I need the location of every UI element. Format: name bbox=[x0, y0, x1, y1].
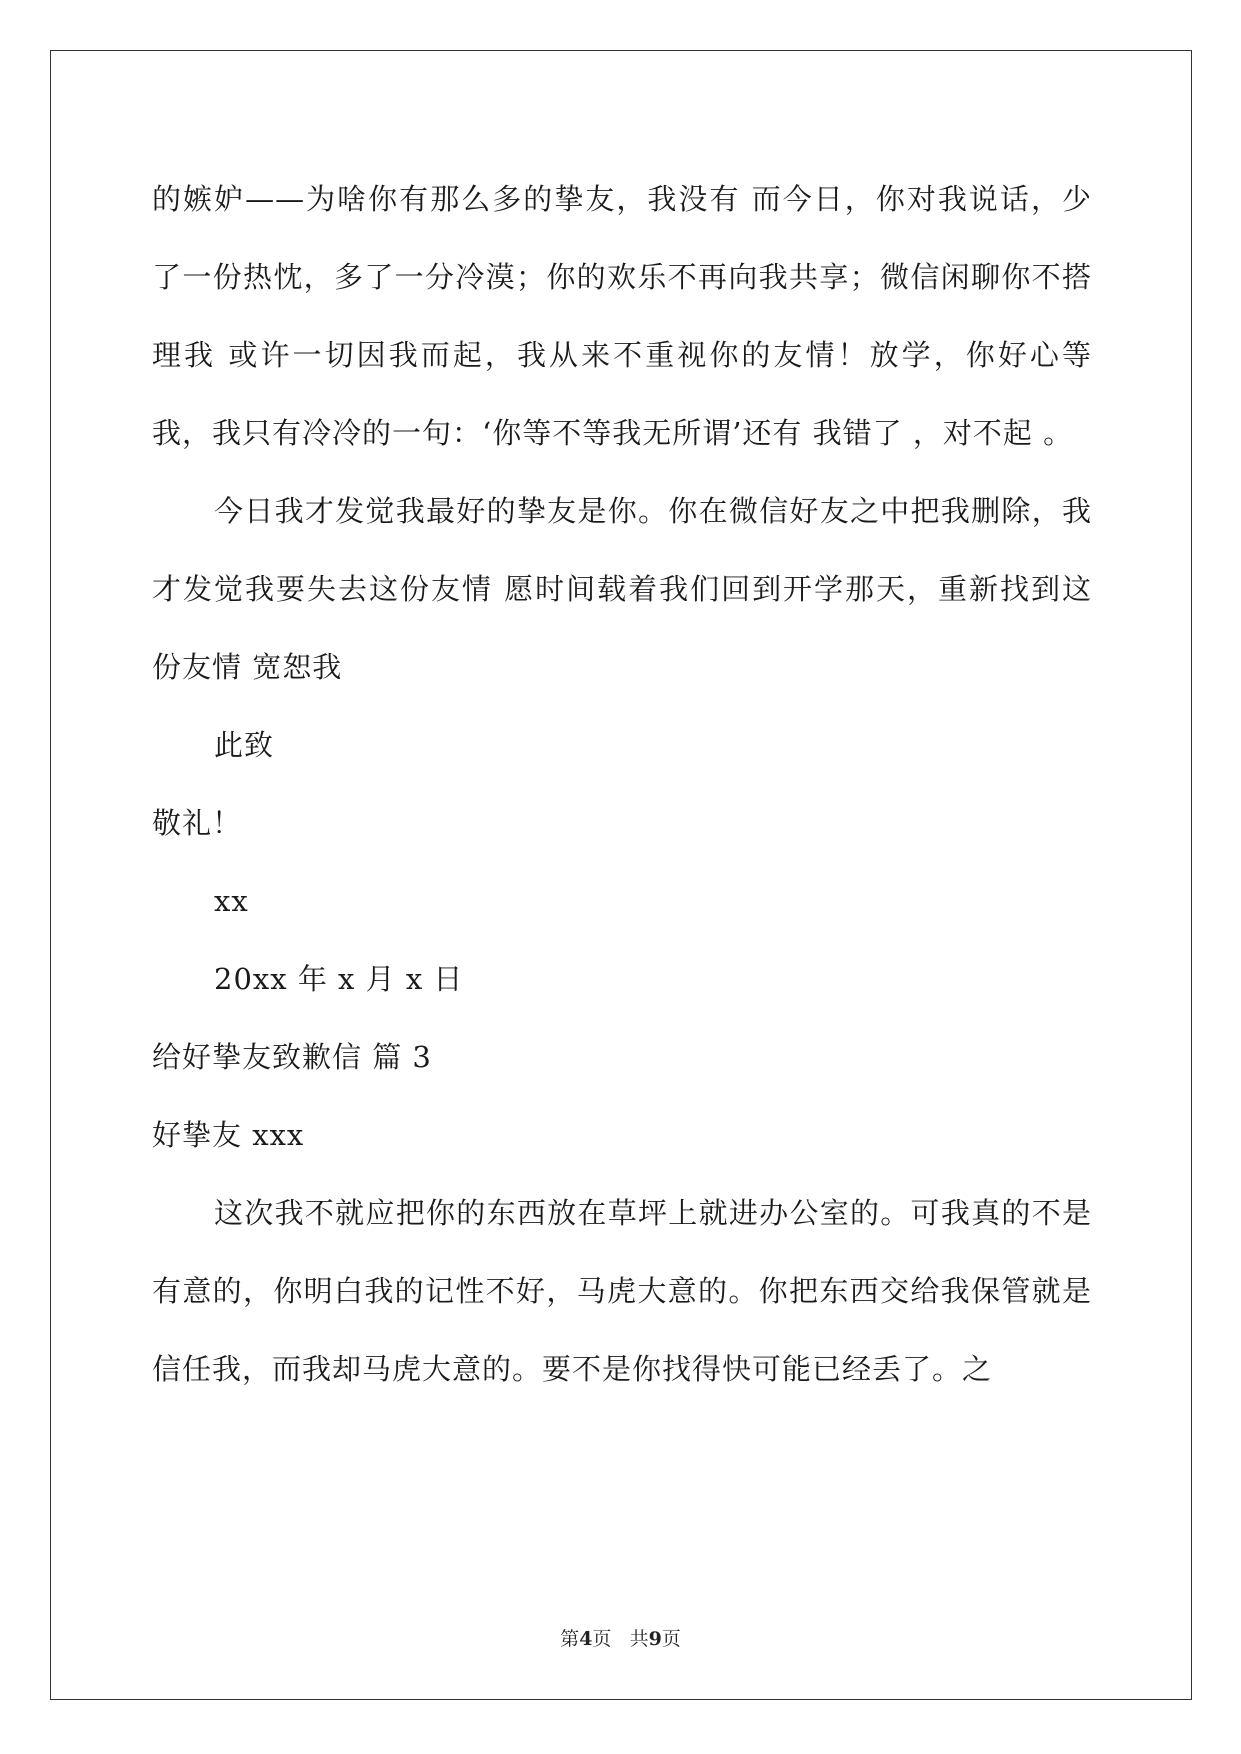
page-suffix: 页 bbox=[592, 1628, 612, 1650]
paragraph-2: 今日我才发觉我最好的挚友是你。你在微信好友之中把我删除，我才发觉我要失去这份友情 愿时间载着我们回到开学那天，重新找到这份友情 宽恕我 bbox=[152, 494, 1092, 684]
total-prefix: 共 bbox=[629, 1628, 649, 1650]
paragraph-1: 的嫉妒——为啥你有那么多的挚友，我没有 而今日，你对我说话，少了一份热忱，多了一分冷漠；你的欢乐不再向我共享；微信闲聊你不搭理我 或许一切因我而起，我从来不重视你的友情！放学，你好心等我，我只有冷冷的一句：‘你等不等我无所谓’还有 我错了 ，对不起 。 bbox=[152, 182, 1092, 450]
page-prefix: 第 bbox=[560, 1628, 580, 1650]
closing-regards: 敬礼！ bbox=[152, 806, 243, 840]
signature-name: xx bbox=[214, 884, 249, 918]
signature-date: 20xx 年 x 月 x 日 bbox=[214, 962, 464, 996]
total-pages: 9 bbox=[648, 1628, 662, 1650]
page-number: 4 bbox=[579, 1628, 593, 1650]
document-body bbox=[152, 160, 1092, 1408]
letter-greeting: 好挚友 xxx bbox=[152, 1118, 305, 1152]
closing-salutation: 此致 bbox=[214, 728, 275, 762]
page-footer bbox=[0, 1624, 1241, 1651]
section-heading: 给好挚友致歉信 篇 3 bbox=[152, 1040, 432, 1074]
paragraph-3: 这次我不就应把你的东西放在草坪上就进办公室的。可我真的不是有意的，你明白我的记性不好，马虎大意的。你把东西交给我保管就是信任我，而我却马虎大意的。要不是你找得快可能已经丢了。之 bbox=[152, 1196, 1092, 1386]
total-suffix: 页 bbox=[661, 1628, 681, 1650]
